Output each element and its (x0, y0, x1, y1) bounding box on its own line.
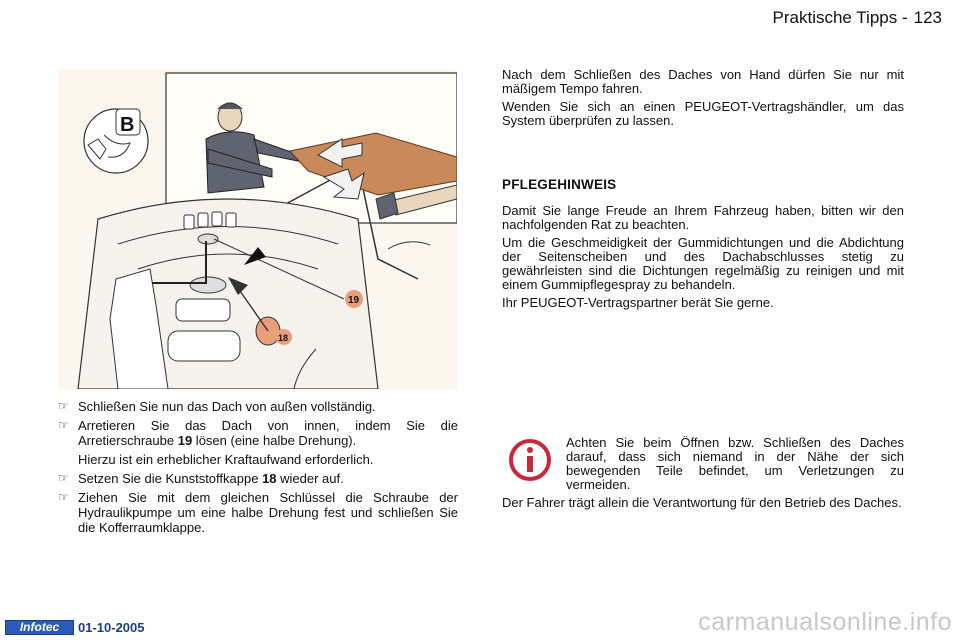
paragraph: Um die Geschmeidigkeit der Gummidichtungen und die Abdichtung der Seitenscheiben und des Dachabschlusses stetig zu gewährleisten sind die Dichtungen regelmäßig zu reinigen und mit einem Gummipflegespray zu behandeln. (502, 235, 904, 292)
paragraph: Wenden Sie sich an einen PEUGEOT-Vertragshändler, um das System überprüfen zu lassen. (502, 99, 904, 128)
left-instructions (58, 399, 458, 539)
page-header (773, 8, 942, 28)
section-heading: PFLEGEHINWEIS (502, 177, 617, 192)
page-number: 123 (913, 8, 942, 27)
list-item: ☞ Schließen Sie nun das Dach von außen vollständig. (58, 399, 376, 414)
watermark: carmanualsonline.info (698, 608, 952, 636)
list-item: ☞ Arretieren Sie das Dach von innen, indem Sie die Arretierschraube 19 lösen (eine halbe Drehung). (58, 418, 458, 448)
header-title: Praktische Tipps - (772, 8, 908, 27)
info-icon (508, 438, 552, 482)
svg-text:B: B (120, 114, 135, 136)
pointing-hand-icon: ☞ (58, 490, 69, 504)
care-section (502, 178, 904, 314)
key-b-inset (84, 109, 148, 173)
paragraph: Damit Sie lange Freude an Ihrem Fahrzeug haben, bitten wir den nachfolgenden Rat zu beachten. (502, 203, 904, 232)
pointing-hand-icon: ☞ (58, 418, 69, 432)
paragraph: Ihr PEUGEOT-Vertragspartner berät Sie gerne. (502, 295, 774, 310)
list-item: ☞ Ziehen Sie mit dem gleichen Schlüssel die Schraube der Hydraulikpumpe um eine halbe Drehung fest und schließen Sie die Kofferraumklappe. (58, 490, 458, 535)
svg-text:18: 18 (278, 333, 289, 343)
paragraph: Nach dem Schließen des Daches von Hand dürfen Sie nur mit mäßigem Tempo fahren. (502, 67, 904, 96)
infotec-logo: Infotec (5, 620, 74, 635)
pointing-hand-icon: ☞ (58, 399, 69, 413)
info-notice (502, 436, 904, 510)
info-text: Achten Sie beim Öffnen bzw. Schließen des Daches darauf, dass sich niemand in der Nähe der sich bewegenden Teile befindet, um Verletzungen zu vermeiden. (566, 435, 904, 492)
right-top-text (502, 68, 904, 132)
list-item: ☞ Setzen Sie die Kunststoffkappe 18 wieder auf. (58, 471, 344, 486)
roof-closing-illustration (58, 69, 457, 389)
svg-text:19: 19 (348, 295, 360, 306)
footer-date: 01-10-2005 (78, 620, 145, 635)
paragraph: Der Fahrer trägt allein die Verantwortung für den Betrieb des Daches. (502, 495, 902, 510)
pointing-hand-icon: ☞ (58, 471, 69, 485)
note-text: Hierzu ist ein erheblicher Kraftaufwand erforderlich. (78, 452, 374, 467)
